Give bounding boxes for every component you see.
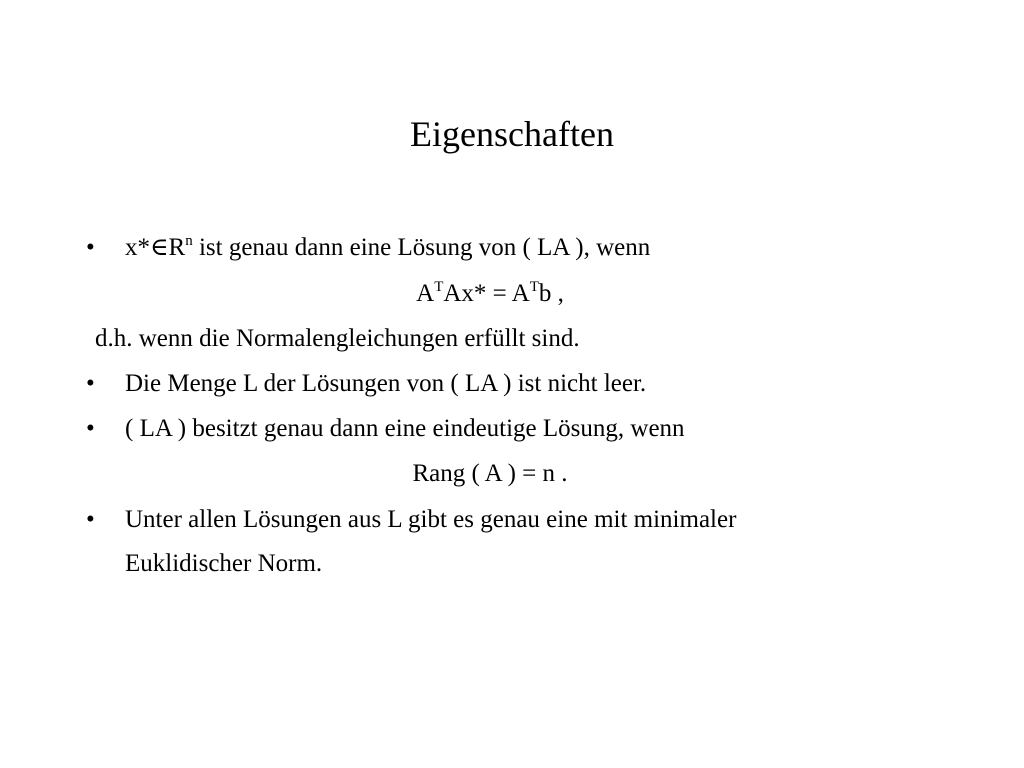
eq1-middle: Ax* = A (443, 280, 530, 307)
bullet-1-sentence: ist genau dann eine Lösung von ( LA ), wenn (192, 234, 651, 261)
bullet-4-text-line-1: Unter allen Lösungen aus L gibt es genau eine mit minimaler (125, 506, 737, 533)
eq1-a-transposed: A (416, 280, 435, 307)
eq1-transpose-2: T (529, 279, 539, 295)
eq1-transpose-1: T (434, 279, 444, 295)
eq1-end: b , (538, 280, 564, 307)
slide-title: Eigenschaften (410, 114, 614, 154)
normal-equation (0, 278, 980, 310)
bullet-3-text: ( LA ) besitzt genau dann eine eindeutige Lösung, wenn (125, 415, 685, 442)
real-space-symbol: R (168, 234, 186, 261)
dh-line: d.h. wenn die Normalengleichungen erfüllt sind. (95, 325, 580, 352)
bullet-3-marker: • (86, 415, 95, 442)
bullet-1-marker: • (86, 234, 95, 261)
bullet-1-text (125, 232, 650, 264)
bullet-4-text-line-2: Euklidischer Norm. (125, 550, 323, 577)
real-space-exponent: n (185, 233, 193, 249)
rank-equation: Rang ( A ) = n . (412, 460, 568, 487)
x-star-symbol: x* (125, 234, 150, 261)
element-of-symbol: ∈ (150, 234, 169, 261)
bullet-2-text: Die Menge L der Lösungen von ( LA ) ist nicht leer. (125, 370, 647, 397)
bullet-2-marker: • (86, 370, 95, 397)
bullet-4-marker: • (86, 506, 95, 533)
